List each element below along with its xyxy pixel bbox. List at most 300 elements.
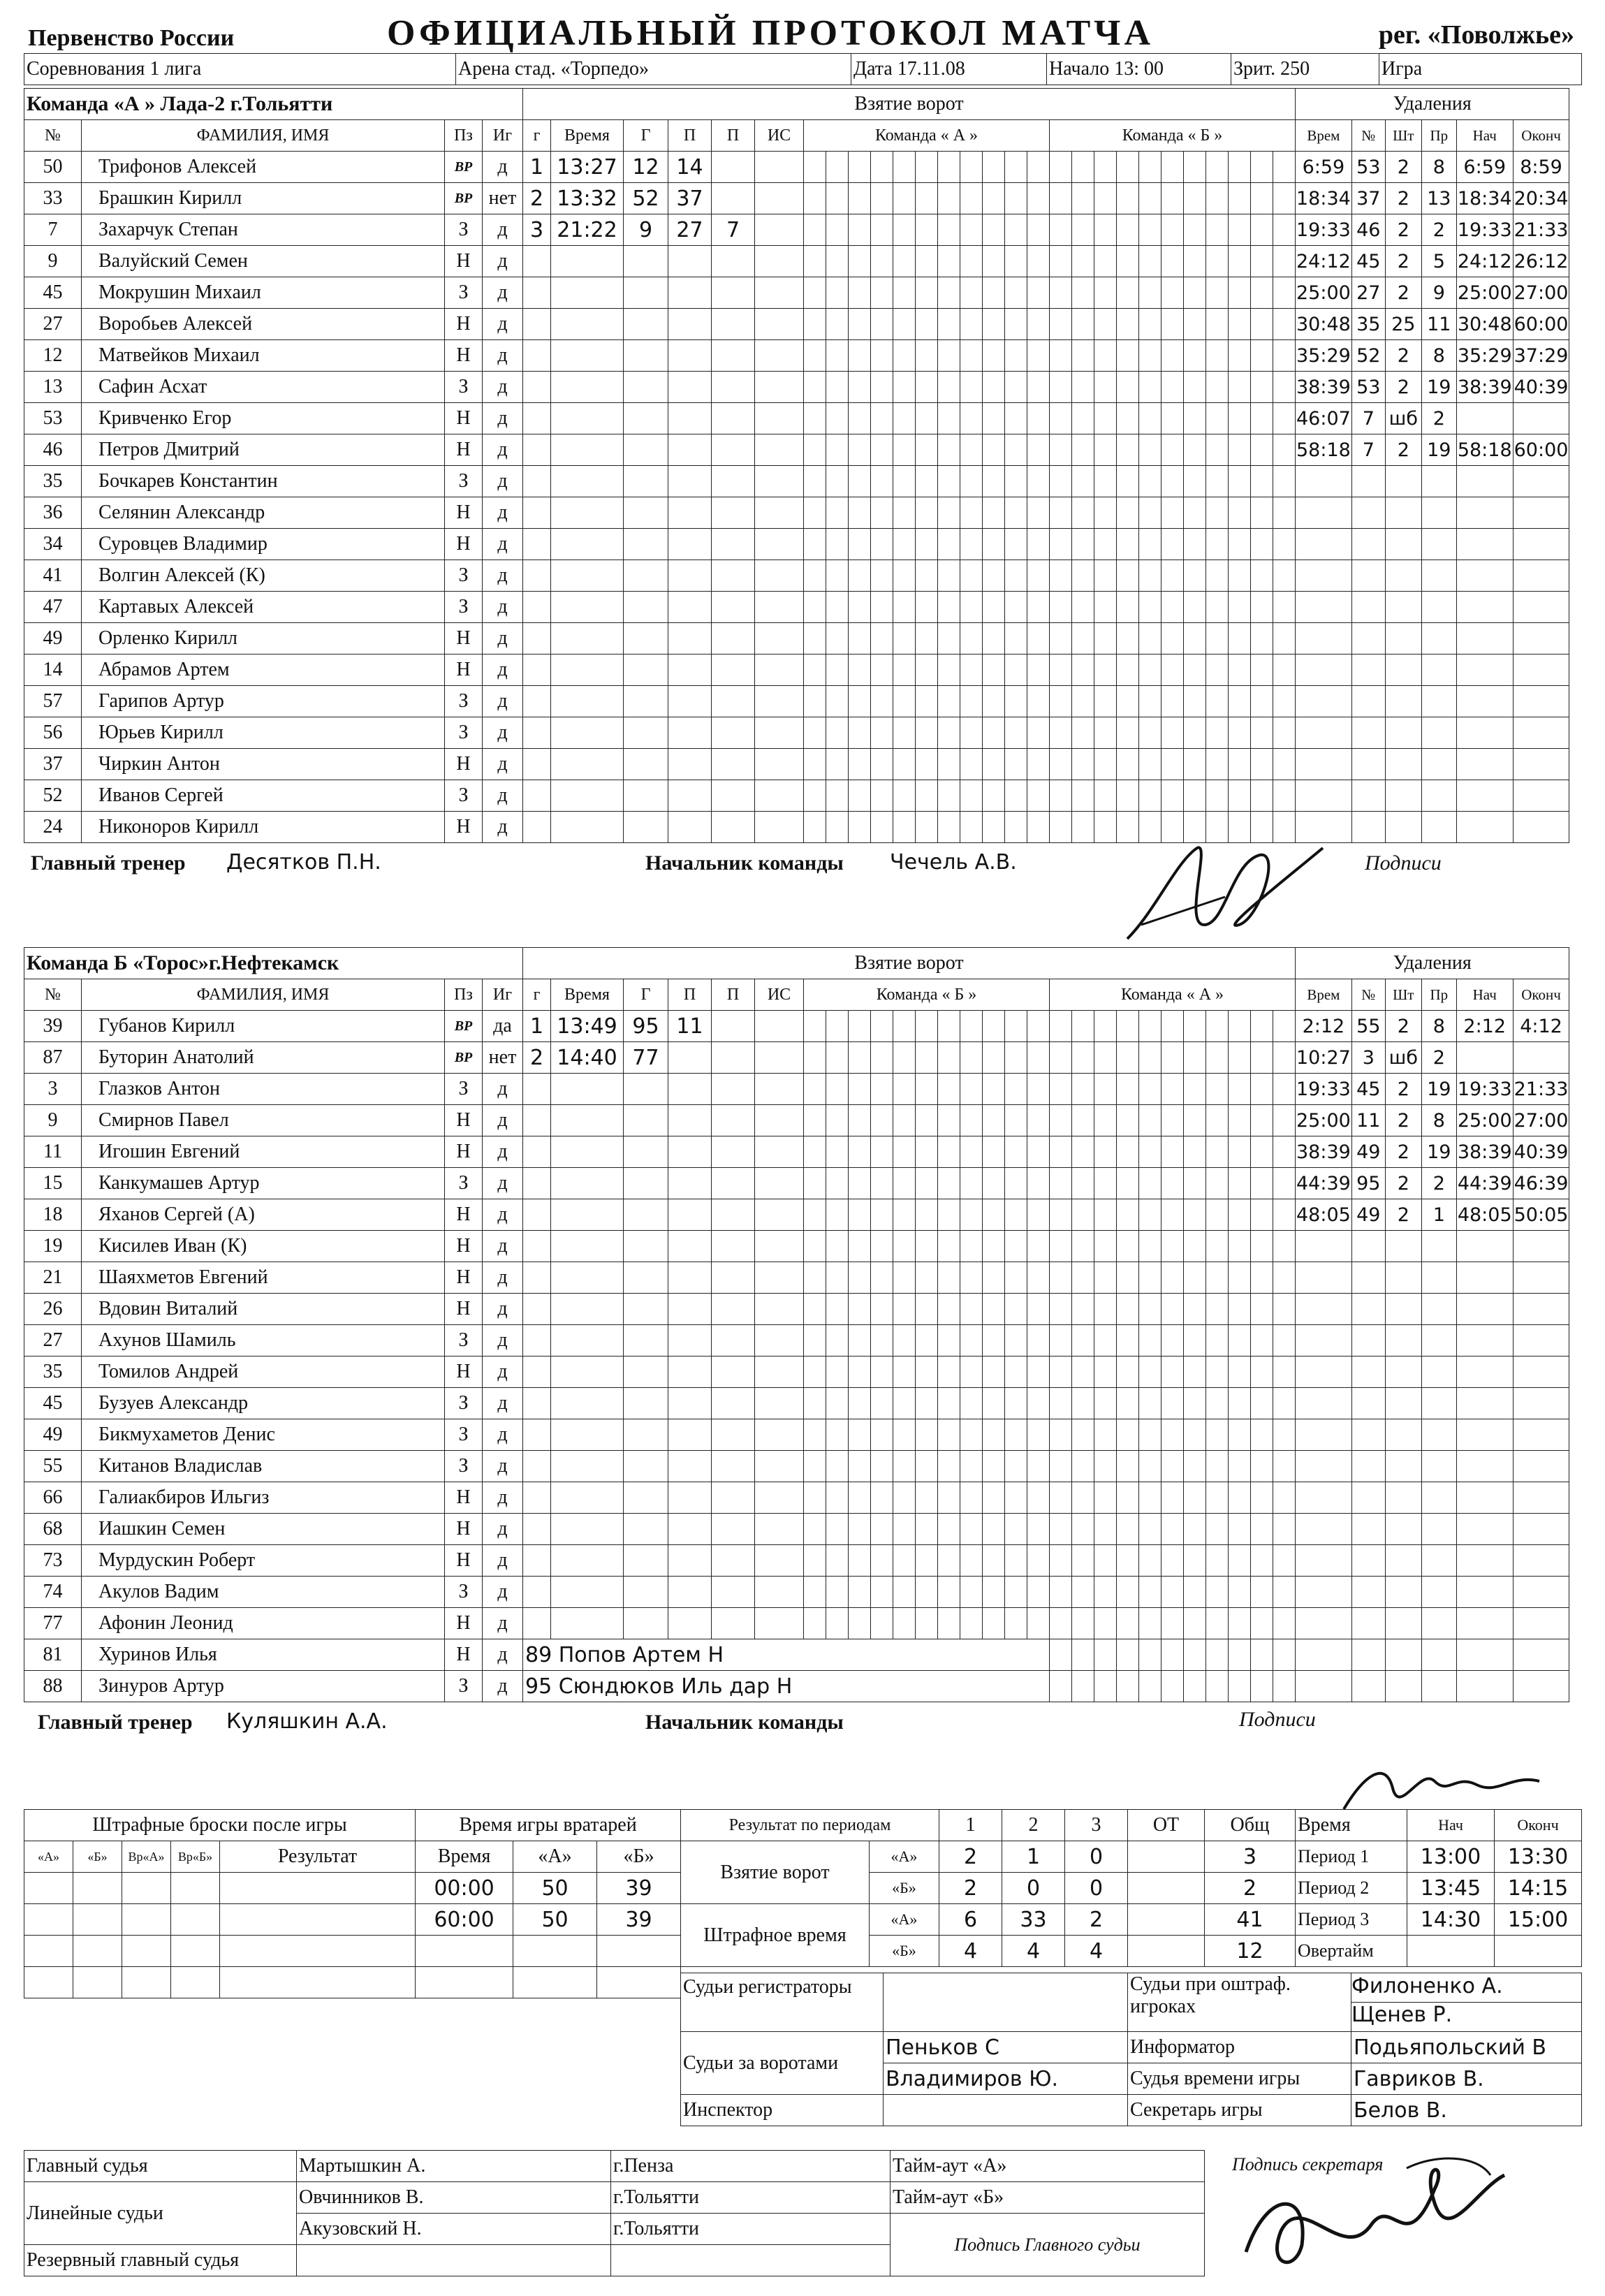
goal-grid-cell — [1050, 1577, 1072, 1608]
goal-grid-cell — [960, 1011, 983, 1042]
teamA-pen-col-4: Нач — [1456, 120, 1513, 152]
goal-grid-cell — [1117, 1482, 1139, 1514]
player-position: Н — [445, 1199, 483, 1231]
penalty-cell — [1351, 655, 1385, 686]
penalty-cell: 46 — [1351, 214, 1385, 246]
goal-grid-cell — [1206, 780, 1229, 812]
goal-g — [523, 529, 551, 560]
player-number: 66 — [24, 1482, 82, 1514]
goal-grid-cell — [1251, 1388, 1273, 1419]
player-name: Волгин Алексей (К) — [82, 560, 445, 592]
goal-p2 — [712, 1482, 755, 1514]
goal-grid-cell — [1072, 1388, 1094, 1419]
goal-grid-cell — [1117, 1168, 1139, 1199]
goal-grid-cell — [983, 183, 1005, 214]
teamB-player-row — [24, 1419, 1569, 1451]
player-played: д — [483, 655, 523, 686]
penalty-cell — [1513, 623, 1569, 655]
goal-time: 13:32 — [551, 183, 624, 214]
team-b-section — [24, 947, 1581, 1740]
goal-grid-cell — [849, 780, 871, 812]
penalty-cell — [1421, 1231, 1456, 1262]
player-name: Канкумашев Артур — [82, 1168, 445, 1199]
goal-g — [624, 309, 668, 340]
penalty-cell: 19 — [1421, 372, 1456, 403]
goal-grid-cell — [1273, 1105, 1296, 1136]
goal-g — [624, 655, 668, 686]
goal-grid-cell — [1184, 403, 1206, 434]
goal-grid-cell — [1273, 1388, 1296, 1419]
goal-grid-cell — [804, 152, 826, 183]
goal-grid-cell — [1117, 246, 1139, 277]
goal-grid-cell — [1027, 466, 1050, 497]
goal-grid-cell — [1050, 1671, 1072, 1702]
periods-title: Результат по периодам — [681, 1810, 939, 1841]
goal-grid-cell — [938, 372, 960, 403]
goal-g — [523, 812, 551, 843]
penalty-cell: 49 — [1351, 1136, 1385, 1168]
player-played: д — [483, 340, 523, 372]
goal-grid-cell — [983, 1325, 1005, 1357]
goal-p1 — [668, 1199, 712, 1231]
goal-p2 — [712, 277, 755, 309]
goal-grid-cell — [1050, 560, 1072, 592]
goal-grid-cell — [1117, 466, 1139, 497]
player-position: Н — [445, 403, 483, 434]
goal-grid-cell — [1184, 152, 1206, 183]
penalty-cell — [1456, 1451, 1513, 1482]
team-tag: «А» — [870, 1841, 939, 1873]
player-played: д — [483, 529, 523, 560]
penalty-cell: 60:00 — [1513, 434, 1569, 466]
goal-grid-cell — [1161, 560, 1184, 592]
goal-grid-cell — [1273, 372, 1296, 403]
goal-grid-cell — [804, 560, 826, 592]
penalty-cell — [1513, 1388, 1569, 1419]
goal-grid-cell — [1184, 1011, 1206, 1042]
penalty-cell: 19 — [1421, 434, 1456, 466]
goal-grid-cell — [1005, 1262, 1027, 1294]
goal-grid-cell — [1273, 1325, 1296, 1357]
penalty-cell: шб — [1385, 1042, 1421, 1074]
goal-grid-cell — [1050, 1419, 1072, 1451]
penalty-cell — [1351, 717, 1385, 749]
goal-grid-cell — [916, 403, 938, 434]
goal-grid-cell — [1206, 529, 1229, 560]
penalty-cell — [1351, 1231, 1385, 1262]
goal-grid-cell — [1072, 183, 1094, 214]
goal-grid-cell — [893, 214, 916, 246]
goal-g — [624, 623, 668, 655]
goal-p1 — [668, 1577, 712, 1608]
teamA-player-row — [24, 246, 1569, 277]
teamA-player-row — [24, 780, 1569, 812]
goal-is — [755, 1011, 804, 1042]
goal-grid-cell — [1027, 1514, 1050, 1545]
goal-grid-cell — [1005, 529, 1027, 560]
penalty-cell — [1385, 1325, 1421, 1357]
goal-grid-cell — [871, 1514, 893, 1545]
goal-grid-cell — [849, 529, 871, 560]
goal-grid-cell — [1229, 1325, 1251, 1357]
goal-g — [624, 1419, 668, 1451]
goal-grid-cell — [1117, 1294, 1139, 1325]
shootout-cell — [171, 1967, 220, 1998]
penalty-cell: 2 — [1421, 1042, 1456, 1074]
goal-g — [624, 340, 668, 372]
goal-grid-cell — [849, 214, 871, 246]
penalty-cell — [1456, 1262, 1513, 1294]
player-name: Матвейков Михаил — [82, 340, 445, 372]
goal-p1 — [668, 655, 712, 686]
goal-grid-cell — [893, 1514, 916, 1545]
player-name: Хуринов Илья — [82, 1639, 445, 1671]
goal-grid-cell — [1229, 1168, 1251, 1199]
goal-p1 — [668, 1419, 712, 1451]
goal-p1: 37 — [668, 183, 712, 214]
goal-is — [755, 780, 804, 812]
goal-grid-cell — [1117, 1545, 1139, 1577]
goal-grid-cell — [1117, 529, 1139, 560]
penalty-cell — [1351, 560, 1385, 592]
shootout-cell — [171, 1873, 220, 1904]
penalty-cell — [1421, 1419, 1456, 1451]
teamB-player-row — [24, 1136, 1569, 1168]
goal-grid-cell — [1251, 1136, 1273, 1168]
teamA-pen-col-2: Шт — [1385, 120, 1421, 152]
goal-grid-cell — [1117, 372, 1139, 403]
gk-cell — [416, 1967, 513, 1998]
goal-grid-cell — [1206, 1042, 1229, 1074]
line-judge-1-city: г.Тольятти — [611, 2182, 891, 2214]
penalty-cell: 25:00 — [1296, 1105, 1352, 1136]
goal-grid-cell — [1251, 372, 1273, 403]
goal-grid-cell — [960, 1136, 983, 1168]
teamA-col-g: г — [523, 120, 551, 152]
player-position: Н — [445, 623, 483, 655]
player-position: З — [445, 466, 483, 497]
penalty-cell — [1385, 1231, 1421, 1262]
goal-grid-cell — [804, 1545, 826, 1577]
goal-grid-cell — [1184, 1608, 1206, 1639]
player-number: 21 — [24, 1262, 82, 1294]
goal-p1 — [668, 1608, 712, 1639]
goal-p2 — [712, 1231, 755, 1262]
goal-grid-cell — [1229, 1294, 1251, 1325]
penalty-cell — [1296, 1482, 1352, 1514]
goal-grid-cell — [983, 529, 1005, 560]
goal-grid-cell — [1094, 1482, 1117, 1514]
goal-grid-cell — [893, 1294, 916, 1325]
goal-p1 — [668, 434, 712, 466]
player-played: да — [483, 1011, 523, 1042]
penalty-cell: 24:12 — [1456, 246, 1513, 277]
goal-grid-cell — [1229, 749, 1251, 780]
goal-p1 — [668, 1231, 712, 1262]
goal-grid-cell — [893, 183, 916, 214]
goal-grid-cell — [1229, 466, 1251, 497]
player-position: ВР — [445, 152, 483, 183]
gk-col: «Б» — [597, 1841, 681, 1873]
goal-grid-cell — [1251, 183, 1273, 214]
penalty-cell: 2 — [1385, 152, 1421, 183]
goal-is — [755, 214, 804, 246]
goal-g — [523, 1136, 551, 1168]
goal-g — [523, 1105, 551, 1136]
goal-grid-cell — [1050, 497, 1072, 529]
goal-grid-cell — [804, 1136, 826, 1168]
player-number: 55 — [24, 1451, 82, 1482]
goal-grid-cell — [1184, 1262, 1206, 1294]
goal-grid-cell — [1050, 1042, 1072, 1074]
goal-grid-cell — [916, 1231, 938, 1262]
goal-grid-cell — [871, 1136, 893, 1168]
goal-p1 — [668, 1482, 712, 1514]
penalty-cell: 6:59 — [1296, 152, 1352, 183]
goal-grid-cell — [1139, 372, 1161, 403]
goal-is — [755, 1357, 804, 1388]
goal-grid-cell — [983, 1074, 1005, 1105]
goal-grid-cell — [938, 1608, 960, 1639]
teamB-player-row — [24, 1074, 1569, 1105]
goal-p1 — [668, 1388, 712, 1419]
goal-grid-cell — [1072, 1451, 1094, 1482]
goal-grid-cell — [1050, 1199, 1072, 1231]
goal-grid-cell — [1072, 497, 1094, 529]
goal-grid-cell — [826, 277, 849, 309]
penalty-cell: 8 — [1421, 1105, 1456, 1136]
goal-grid-cell — [1251, 686, 1273, 717]
penalty-cell — [1421, 1514, 1456, 1545]
teamB-pen-col-4: Нач — [1456, 979, 1513, 1011]
goal-is — [755, 1199, 804, 1231]
penalty-cell — [1296, 1545, 1352, 1577]
goal-grid-cell — [1050, 1074, 1072, 1105]
goal-grid-cell — [804, 1325, 826, 1357]
goal-grid-cell — [1229, 717, 1251, 749]
goal-grid-cell — [1117, 309, 1139, 340]
goal-grid-cell — [804, 1105, 826, 1136]
period-value: 41 — [1205, 1904, 1296, 1936]
penalty-cell: 35 — [1351, 309, 1385, 340]
goal-grid-cell — [1206, 1451, 1229, 1482]
penalty-cell: 37:29 — [1513, 340, 1569, 372]
player-number: 46 — [24, 434, 82, 466]
player-position: З — [445, 1671, 483, 1702]
goal-time — [551, 1325, 624, 1357]
player-position: З — [445, 214, 483, 246]
goal-grid-cell — [1094, 1577, 1117, 1608]
goal-grid-cell — [1273, 749, 1296, 780]
goal-grid-cell — [1094, 1011, 1117, 1042]
goal-grid-cell — [938, 1357, 960, 1388]
goal-g — [624, 246, 668, 277]
pen-judge-2: Щенев Р. — [1351, 2003, 1453, 2027]
player-position: З — [445, 1168, 483, 1199]
signature-team-b — [1337, 1746, 1546, 1823]
goal-time — [551, 1451, 624, 1482]
penalty-cell — [1351, 592, 1385, 623]
player-position: Н — [445, 812, 483, 843]
penalty-cell: 8 — [1421, 1011, 1456, 1042]
goal-grid-cell — [1184, 183, 1206, 214]
goal-grid-cell — [1027, 623, 1050, 655]
penalty-cell: 2 — [1385, 1074, 1421, 1105]
player-position: Н — [445, 309, 483, 340]
teamB-player-row — [24, 1577, 1569, 1608]
goal-grid-cell — [1050, 340, 1072, 372]
goal-grid-cell — [1027, 1357, 1050, 1388]
signature-judges — [1225, 2147, 1546, 2280]
goal-grid-cell — [1050, 1482, 1072, 1514]
pen-judges-label: Судьи при оштраф. игроках — [1128, 1973, 1351, 2032]
goal-grid-cell — [804, 1011, 826, 1042]
goal-grid-cell — [916, 1105, 938, 1136]
goal-grid-cell — [1161, 1608, 1184, 1639]
arena-field: Арена стад. «Торпедо» — [456, 54, 851, 85]
penalty-cell: 2:12 — [1456, 1011, 1513, 1042]
goal-grid-cell — [1050, 183, 1072, 214]
informer-label: Информатор — [1128, 2032, 1351, 2063]
goal-grid-cell — [1139, 623, 1161, 655]
penalty-cell — [1456, 1042, 1513, 1074]
goal-grid-cell — [1117, 1514, 1139, 1545]
goal-grid-cell — [1005, 1608, 1027, 1639]
player-played: д — [483, 1074, 523, 1105]
goal-grid-cell — [1139, 497, 1161, 529]
goal-grid-cell — [1027, 1105, 1050, 1136]
goal-grid-cell — [1027, 246, 1050, 277]
goal-grid-cell — [1094, 434, 1117, 466]
goal-grid-cell — [1027, 1482, 1050, 1514]
player-name: Юрьев Кирилл — [82, 717, 445, 749]
goal-grid-cell — [1072, 1136, 1094, 1168]
goal-is — [755, 1514, 804, 1545]
goal-grid-cell — [916, 1545, 938, 1577]
goal-grid-cell — [1184, 1074, 1206, 1105]
goal-grid-cell — [1206, 1325, 1229, 1357]
goal-grid-cell — [960, 655, 983, 686]
goal-grid-cell — [1139, 466, 1161, 497]
goal-p1 — [668, 717, 712, 749]
goal-grid-cell — [1027, 497, 1050, 529]
goal-is — [755, 183, 804, 214]
goal-grid-cell — [983, 749, 1005, 780]
player-name: Иванов Сергей — [82, 780, 445, 812]
player-played: д — [483, 1514, 523, 1545]
goal-grid-cell — [871, 1357, 893, 1388]
player-number: 88 — [24, 1671, 82, 1702]
goal-grid-cell — [1273, 214, 1296, 246]
goal-grid-cell — [1117, 152, 1139, 183]
goal-grid-cell — [804, 655, 826, 686]
goal-grid-cell — [826, 340, 849, 372]
goal-grid-cell — [983, 1136, 1005, 1168]
goal-grid-cell — [1072, 246, 1094, 277]
penalty-cell: 5 — [1421, 246, 1456, 277]
goal-grid-cell — [1184, 1199, 1206, 1231]
goal-grid-cell — [960, 1231, 983, 1262]
goal-p1 — [668, 623, 712, 655]
penalty-cell — [1421, 592, 1456, 623]
goal-g — [523, 1577, 551, 1608]
player-number: 57 — [24, 686, 82, 717]
goal-g: 9 — [624, 214, 668, 246]
goal-grid-cell — [1273, 717, 1296, 749]
player-name: Валуйский Семен — [82, 246, 445, 277]
goal-grid-cell — [893, 812, 916, 843]
shootout-cell — [73, 1873, 122, 1904]
goal-grid-cell — [960, 1199, 983, 1231]
penalty-cell: 44:39 — [1456, 1168, 1513, 1199]
goal-p2 — [712, 1419, 755, 1451]
goal-p1 — [668, 372, 712, 403]
goal-grid-cell — [826, 560, 849, 592]
goal-grid-cell — [1206, 183, 1229, 214]
match-info-row — [24, 53, 1582, 85]
goal-g — [624, 1482, 668, 1514]
goal-grid-cell — [871, 1105, 893, 1136]
goal-grid-cell — [1117, 1388, 1139, 1419]
teamB-player-row — [24, 1325, 1569, 1357]
goal-grid-cell — [960, 497, 983, 529]
goal-grid-cell — [871, 1074, 893, 1105]
goal-g — [624, 1074, 668, 1105]
teamB-player-row — [24, 1639, 1569, 1671]
player-played: д — [483, 560, 523, 592]
period-value: 2 — [939, 1873, 1002, 1904]
goal-grid-cell — [849, 560, 871, 592]
player-number: 49 — [24, 623, 82, 655]
penalty-cell — [1385, 812, 1421, 843]
penalty-cell: 2 — [1385, 1105, 1421, 1136]
goal-grid-cell — [1184, 1419, 1206, 1451]
player-played: д — [483, 1419, 523, 1451]
goal-grid-cell — [849, 309, 871, 340]
penalty-cell: 58:18 — [1456, 434, 1513, 466]
goal-p2 — [712, 749, 755, 780]
goal-grid-cell — [1139, 749, 1161, 780]
player-name: Буторин Анатолий — [82, 1042, 445, 1074]
goal-grid-cell — [1072, 1011, 1094, 1042]
penalty-cell: 40:39 — [1513, 1136, 1569, 1168]
time-col: Оконч — [1495, 1810, 1582, 1841]
team-b-coach: Куляшкин А.А. — [226, 1709, 388, 1734]
player-name: Картавых Алексей — [82, 592, 445, 623]
goal-grid-cell — [983, 780, 1005, 812]
penalty-cell — [1513, 686, 1569, 717]
goal-grid-cell — [960, 372, 983, 403]
penalty-cell — [1456, 1357, 1513, 1388]
goal-grid-cell — [893, 623, 916, 655]
player-name: Бочкарев Константин — [82, 466, 445, 497]
goal-grid-cell — [1229, 1671, 1251, 1702]
goal-grid-cell — [1117, 1105, 1139, 1136]
goal-grid-cell — [916, 1357, 938, 1388]
penalty-cell: 46:39 — [1513, 1168, 1569, 1199]
goal-grid-cell — [1139, 1514, 1161, 1545]
goal-grid-cell — [1050, 403, 1072, 434]
line-judge-2-city: г.Тольятти — [611, 2214, 891, 2245]
goal-grid-cell — [804, 1482, 826, 1514]
player-number: 35 — [24, 1357, 82, 1388]
goal-grid-cell — [1139, 1136, 1161, 1168]
goal-is — [755, 623, 804, 655]
goal-grid-cell — [1184, 434, 1206, 466]
shootout-cell — [24, 1936, 73, 1967]
penalty-cell — [1351, 749, 1385, 780]
goal-grid-cell — [916, 372, 938, 403]
